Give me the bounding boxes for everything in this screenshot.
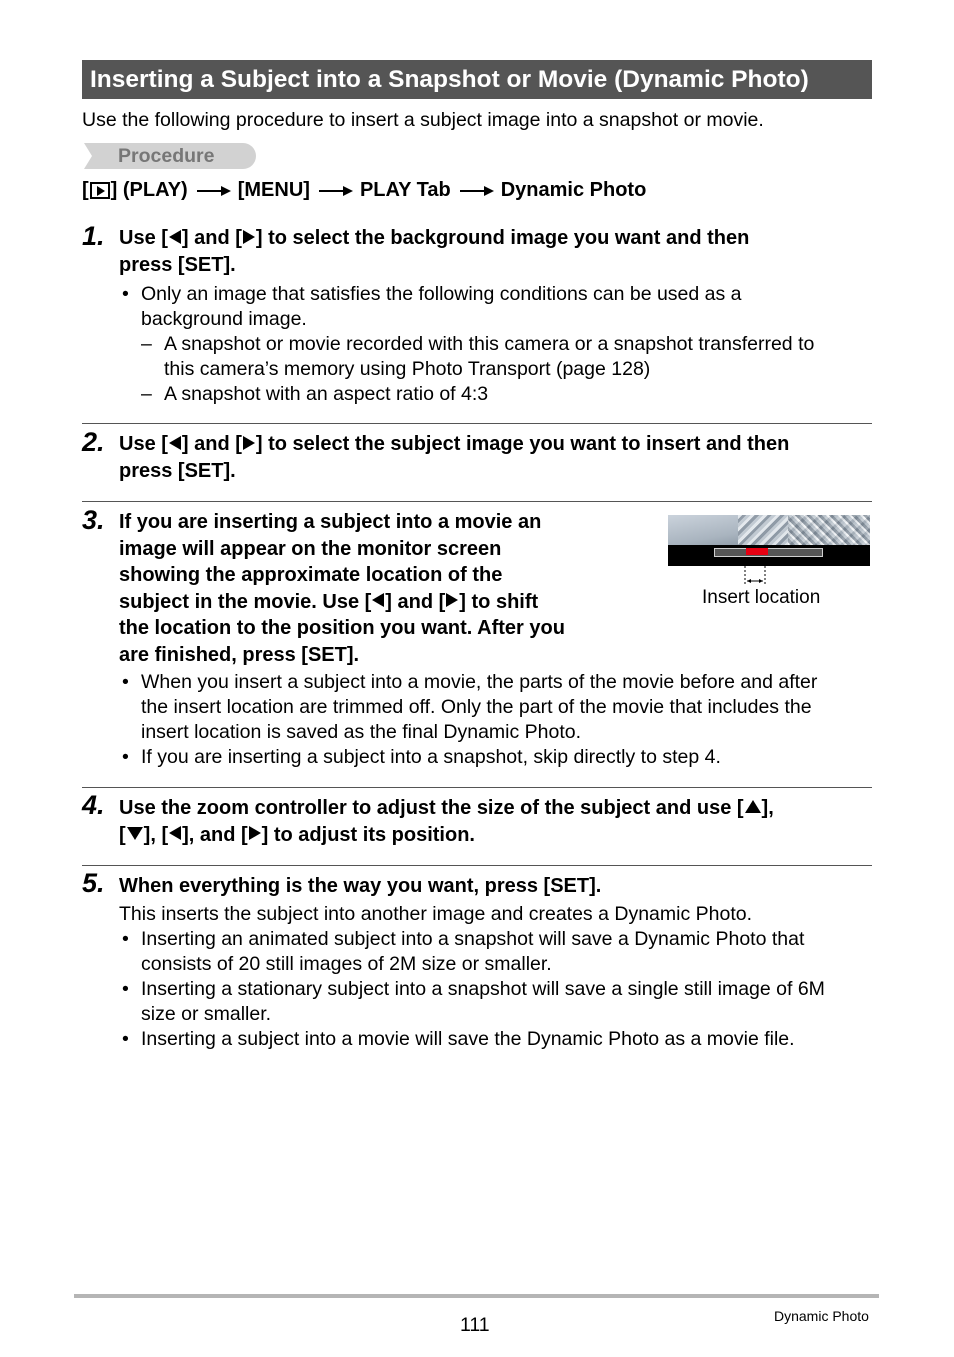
procedure-label: Procedure — [118, 145, 215, 167]
divider — [82, 423, 872, 424]
step-5-bullet-3: • Inserting a subject into a movie will save the Dynamic Photo as a movie file. — [122, 1028, 795, 1050]
step-3-bullet-2: • If you are inserting a subject into a snapshot, skip directly to step 4. — [122, 746, 721, 768]
insert-location-caption: Insert location — [702, 587, 821, 608]
nav-tab: PLAY Tab — [359, 179, 451, 201]
step-5-bullet-1: • Inserting an animated subject into a snapshot will save a Dynamic Photo that consists of 20 still images of 2M size or smaller. — [122, 928, 805, 975]
insert-location-indicator — [743, 562, 767, 588]
step-number-3: 3. — [82, 505, 105, 535]
step-3-instruction: If you are inserting a subject into a movie an image will appear on the monitor screen showing the approximate location of the subject in the movie. Use [ ] and [ ] to shift the location to the position you want. After you are finished, press [SET]. — [119, 511, 565, 666]
divider — [82, 865, 872, 866]
play-icon — [90, 182, 110, 199]
arrow-right-icon — [319, 190, 351, 192]
insert-location-marker — [746, 548, 768, 555]
right-arrow-icon — [243, 436, 255, 450]
step-5-body: This inserts the subject into another image and creates a Dynamic Photo. — [119, 903, 752, 925]
movie-timeline-image — [668, 515, 870, 566]
step-1-dash-2: – A snapshot with an aspect ratio of 4:3 — [141, 383, 489, 405]
step-1-instruction: Use [ ] and [ ] to select the background image you want and then press [SET]. — [119, 227, 750, 276]
arrow-right-icon — [197, 190, 229, 192]
step-1-bullet: • Only an image that satisfies the following conditions can be used as a background image. — [122, 283, 742, 330]
menu-path — [82, 179, 646, 202]
step-number-1: 1. — [82, 221, 105, 251]
nav-play: ] (PLAY) — [110, 179, 188, 201]
left-arrow-icon — [169, 436, 181, 450]
step-number-2: 2. — [82, 427, 105, 457]
step-1-dash-1: – A snapshot or movie recorded with this camera or a snapshot transferred to this camera’s memory using Photo Transport (page 128) — [141, 333, 815, 380]
left-arrow-icon — [169, 230, 181, 244]
step-5-bullet-2: • Inserting a stationary subject into a snapshot will save a single still image of 6M size or smaller. — [122, 978, 825, 1025]
footer-rule — [74, 1294, 879, 1298]
tab-notch — [84, 143, 92, 169]
step-3-bullet-1: • When you insert a subject into a movie, the parts of the movie before and after the insert location are trimmed off. Only the part of the movie that includes the insert location is saved as the final Dynamic Photo. — [122, 671, 818, 743]
step-number-5: 5. — [82, 868, 105, 898]
timeline-bar — [714, 548, 823, 557]
step-2-instruction: Use [ ] and [ ] to select the subject image you want to insert and then press [SET]. — [119, 433, 790, 482]
page-number: 111 — [460, 1314, 490, 1336]
nav-item: Dynamic Photo — [500, 179, 647, 201]
section-heading: Inserting a Subject into a Snapshot or Movie (Dynamic Photo) — [82, 60, 872, 99]
nav-menu: [MENU] — [237, 179, 310, 201]
left-arrow-icon — [169, 826, 181, 840]
step-4-instruction: Use the zoom controller to adjust the size of the subject and use [ ], [ ], [ ], and [ ] to adjust its position. — [119, 797, 774, 846]
arrow-right-icon — [460, 190, 492, 192]
right-arrow-icon — [446, 593, 458, 607]
divider — [82, 501, 872, 502]
step-number-4: 4. — [82, 790, 105, 820]
divider — [82, 787, 872, 788]
bracket: [ — [82, 179, 89, 201]
down-arrow-icon — [127, 827, 143, 840]
step-5-instruction: When everything is the way you want, press [SET]. — [119, 875, 602, 897]
footer-section-name: Dynamic Photo — [774, 1308, 869, 1324]
procedure-tab — [84, 143, 256, 169]
right-arrow-icon — [243, 230, 255, 244]
left-arrow-icon — [372, 593, 384, 607]
right-arrow-icon — [249, 826, 261, 840]
intro-text: Use the following procedure to insert a subject image into a snapshot or movie. — [82, 109, 764, 131]
up-arrow-icon — [745, 800, 761, 813]
